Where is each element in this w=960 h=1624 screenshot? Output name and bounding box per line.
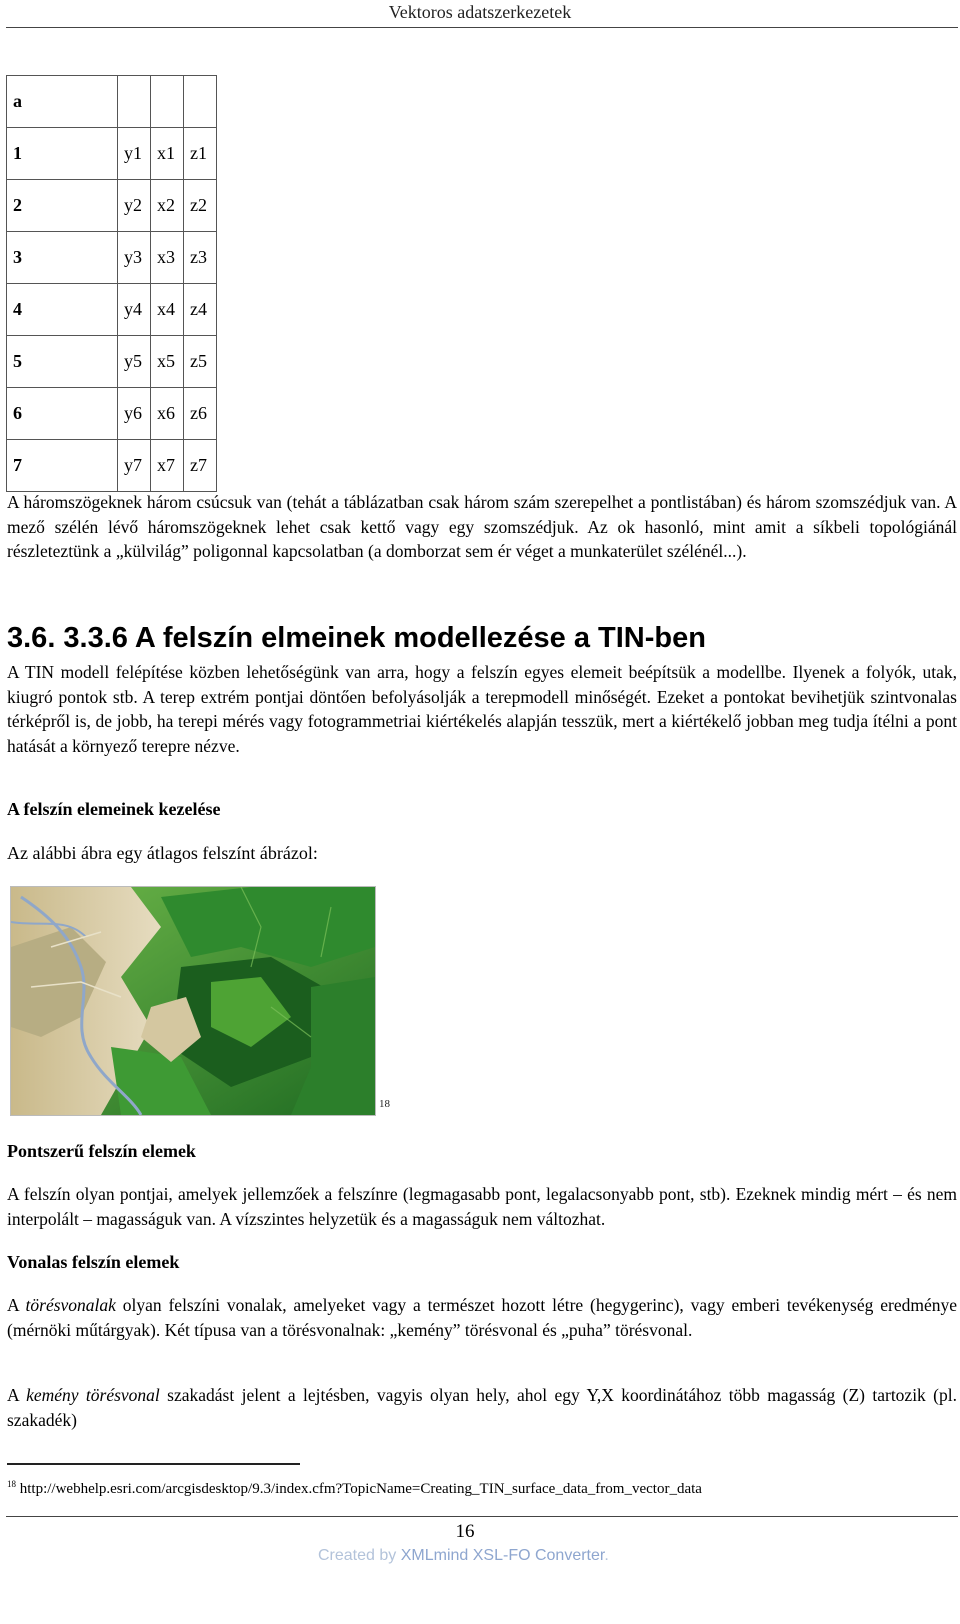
point-elements-paragraph	[7, 1182, 957, 1231]
table-cell-z: z5	[184, 336, 217, 388]
table-cell-index: 4	[7, 284, 118, 336]
table-cell-y: y1	[118, 128, 151, 180]
figure-footnote-mark: 18	[379, 1098, 390, 1110]
converter-credit	[318, 1547, 609, 1565]
table-cell-x: x4	[151, 284, 184, 336]
terrain-figure	[10, 886, 376, 1116]
table-cell-y: y4	[118, 284, 151, 336]
table-cell-index: 6	[7, 388, 118, 440]
table-cell-x: x6	[151, 388, 184, 440]
table-cell-x: x2	[151, 180, 184, 232]
terrain-image	[11, 887, 375, 1115]
table-cell-z: z6	[184, 388, 217, 440]
table-cell-z: z4	[184, 284, 217, 336]
intro-paragraph	[7, 490, 957, 564]
point-elements-text: A felszín olyan pontjai, amelyek jellemzőek a felszínre (legmagasabb pont, legalacsonyabb pont, stb). Ezeknek mindig mért – és nem interpolált – magasságuk van. A vízszintes helyzetük és a magasságuk nem változhat.	[7, 1184, 957, 1229]
table-row	[7, 388, 217, 440]
table-cell-index: 1	[7, 128, 118, 180]
text-run: A	[7, 1295, 26, 1315]
table-header-cell: a	[7, 76, 118, 128]
point-elements-heading: Pontszerű felszín elemek	[7, 1141, 196, 1161]
table-header-row	[7, 76, 217, 128]
table-cell-index: 7	[7, 440, 118, 492]
table-row	[7, 284, 217, 336]
footnote-mark: 18	[7, 1479, 16, 1489]
section-title: 3.6. 3.3.6 A felszín elmeinek modellezése a TIN-ben	[7, 622, 706, 654]
table-row	[7, 232, 217, 284]
table-cell-x: x1	[151, 128, 184, 180]
table-cell-index: 2	[7, 180, 118, 232]
table-cell-y: y3	[118, 232, 151, 284]
line-elements-text-2	[7, 1383, 957, 1432]
table-cell-z: z7	[184, 440, 217, 492]
surface-elements-heading: A felszín elemeinek kezelése	[7, 799, 221, 819]
table-row	[7, 336, 217, 388]
point-list-table	[6, 75, 217, 492]
table-cell-x: x5	[151, 336, 184, 388]
header-divider	[6, 27, 958, 28]
text-run: szakadást jelent a lejtésben, vagyis olyan hely, ahol egy Y,X koordinátához több magasság (Z) tartozik (pl. szakadék)	[7, 1385, 957, 1430]
section-paragraph-text: A TIN modell felépítése közben lehetőségünk van arra, hogy a felszín egyes elemeit beépítsük a modellbe. Ilyenek a folyók, utak, kiugró pontok stb. A terep extrém pontjai döntően befolyásolják a terepmodell minőségét. Ezeket a pontokat bevihetjük szintvonalas térképről is, de jobb, ha terepi mérés vagy fotogrammetriai kiértékelés alapján tesszük, mert a kiértékelő jobban meg tudja ítélni a pont hatását a környező terepre nézve.	[7, 662, 957, 756]
table-cell-z: z1	[184, 128, 217, 180]
line-elements-paragraph-2	[7, 1383, 957, 1432]
text-run: olyan felszíni vonalak, amelyeket vagy a természet hozott létre (hegygerinc), vagy emberi tevékenység eredménye (mérnöki műtárgyak). Két típusa van a törésvonalnak: „kemény” törésvonal és „puha” törésvonal.	[7, 1295, 957, 1340]
credit-prefix: Created by	[318, 1547, 401, 1564]
table-cell-y: y7	[118, 440, 151, 492]
table-cell-z: z2	[184, 180, 217, 232]
intro-paragraph-text: A háromszögeknek három csúcsuk van (tehát a táblázatban csak három szám szerepelhet a pontlistában) és három szomszédjuk van. A mező szélén lévő háromszögeknek lehet csak kettő vagy egy szomszédjuk. Az ok hasonló, mint amit a síkbeli topológiánál részleteztünk a „külvilág” poligonnal kapcsolatban (a domborzat sem ér véget a munkaterület szélénél...).	[7, 492, 957, 561]
table-row	[7, 128, 217, 180]
table-cell-z: z3	[184, 232, 217, 284]
footnote-divider	[7, 1463, 300, 1465]
credit-brand-link[interactable]: XMLmind XSL-FO Converter	[400, 1547, 605, 1564]
table-cell-y: y6	[118, 388, 151, 440]
figure-caption: Az alábbi ábra egy átlagos felszínt ábrázol:	[7, 843, 318, 863]
table-row	[7, 180, 217, 232]
section-paragraph	[7, 660, 957, 758]
term-emphasis: kemény törésvonal	[26, 1385, 160, 1405]
table-cell	[184, 76, 217, 128]
table-cell-x: x3	[151, 232, 184, 284]
table-row	[7, 440, 217, 492]
footnote-link[interactable]: http://webhelp.esri.com/arcgisdesktop/9.3/index.cfm?TopicName=Creating_TIN_surface_data_from_vector_data	[16, 1481, 702, 1497]
line-elements-heading: Vonalas felszín elemek	[7, 1252, 180, 1272]
line-elements-text-1	[7, 1293, 957, 1342]
text-run: A	[7, 1385, 27, 1405]
table-cell	[151, 76, 184, 128]
footer-divider	[6, 1516, 958, 1517]
term-emphasis: törésvonalak	[25, 1295, 116, 1315]
page-header-title: Vektoros adatszerkezetek	[388, 2, 572, 22]
line-elements-paragraph-1	[7, 1293, 957, 1342]
credit-suffix: .	[604, 1547, 609, 1564]
footnote	[7, 1474, 702, 1499]
table-cell	[118, 76, 151, 128]
table-cell-index: 5	[7, 336, 118, 388]
table-cell-y: y2	[118, 180, 151, 232]
table-cell-y: y5	[118, 336, 151, 388]
page-number: 16	[455, 1521, 475, 1542]
table-cell-x: x7	[151, 440, 184, 492]
table-cell-index: 3	[7, 232, 118, 284]
